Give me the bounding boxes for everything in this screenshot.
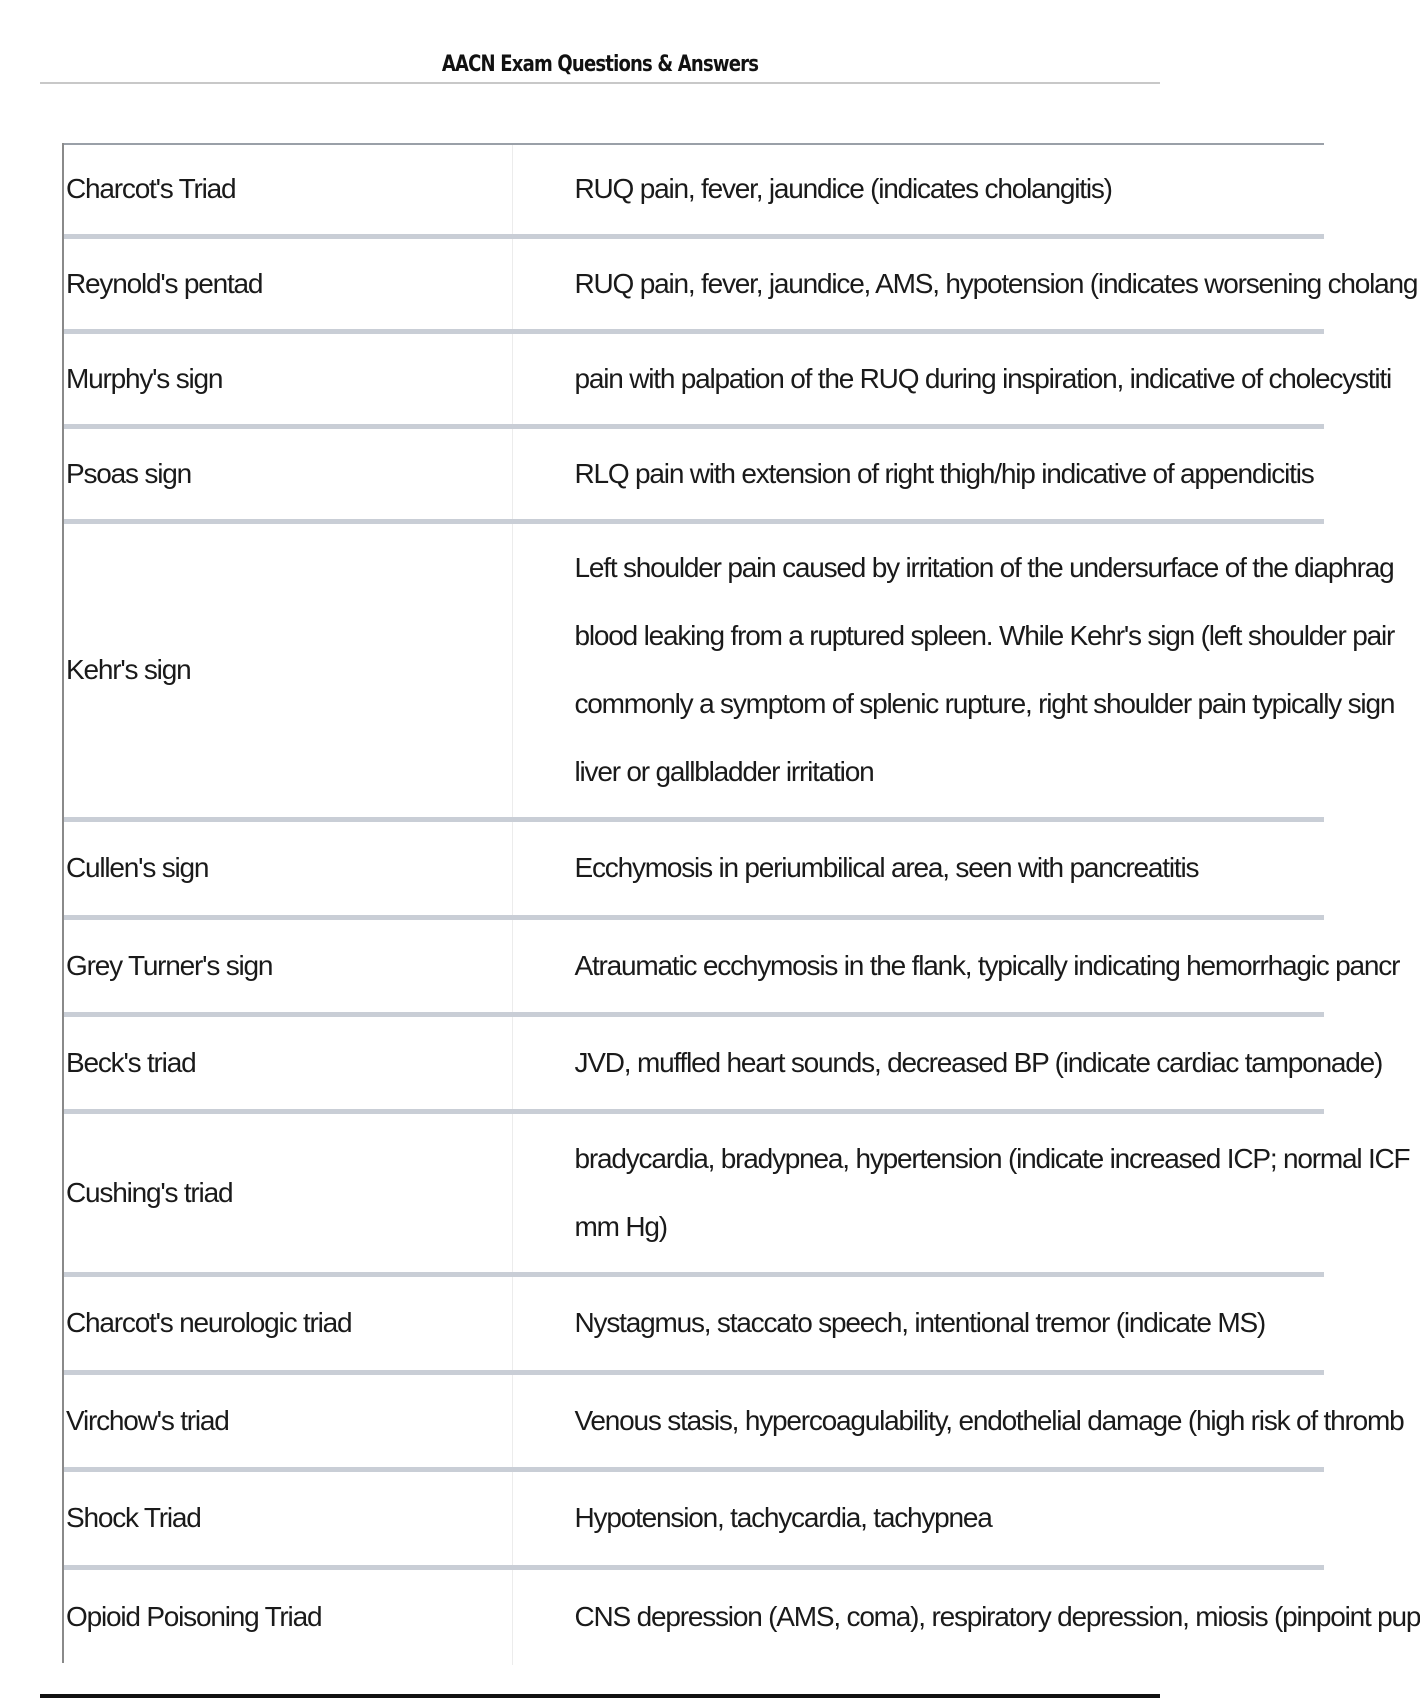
signs-table [64, 143, 1420, 1665]
sign-term: Cushing's triad [64, 1111, 512, 1274]
sign-description: Ecchymosis in periumbilical area, seen with pancreatitis [574, 852, 1199, 883]
page-title: AACN Exam Questions & Answers [441, 52, 759, 77]
table-row [64, 236, 1324, 331]
table-row [64, 331, 1324, 426]
page-header [40, 50, 1160, 84]
table-row [64, 1469, 1324, 1567]
footer-rule [40, 1694, 1160, 1698]
sign-term: Kehr's sign [64, 521, 512, 819]
sign-description: pain with palpation of the RUQ during inspiration, indicative of cholecystiti [574, 362, 1392, 394]
description-line: bradycardia, bradypnea, hypertension (indicate increased ICP; normal ICF [574, 1142, 1410, 1174]
signs-table-body [64, 144, 1420, 1665]
table-row [64, 819, 1324, 917]
signs-table-container [62, 143, 1420, 1663]
description-line: mm Hg) [574, 1210, 667, 1242]
sign-term: Shock Triad [64, 1469, 512, 1567]
table-row [64, 1372, 1324, 1469]
sign-term: Opioid Poisoning Triad [64, 1567, 512, 1665]
sign-term: Beck's triad [64, 1014, 512, 1111]
sign-description: RLQ pain with extension of right thigh/hip indicative of appendicitis [574, 457, 1314, 489]
table-row [64, 917, 1324, 1014]
sign-term: Psoas sign [64, 426, 512, 521]
description-line: Left shoulder pain caused by irritation of the undersurface of the diaphrag [574, 552, 1394, 583]
sign-term: Charcot's Triad [64, 144, 512, 236]
description-line: liver or gallbladder irritation [574, 756, 874, 787]
description-line: blood leaking from a ruptured spleen. While Kehr's sign (left shoulder pair [574, 620, 1395, 651]
sign-description: RUQ pain, fever, jaundice, AMS, hypotension (indicates worsening cholang [574, 267, 1418, 299]
sign-description: Hypotension, tachycardia, tachypnea [574, 1502, 992, 1533]
sign-description: Venous stasis, hypercoagulability, endothelial damage (high risk of thromb [574, 1404, 1404, 1436]
sign-term: Charcot's neurologic triad [64, 1274, 512, 1372]
sign-description: Nystagmus, staccato speech, intentional tremor (indicate MS) [574, 1307, 1266, 1338]
sign-term: Grey Turner's sign [64, 917, 512, 1014]
description-line: commonly a symptom of splenic rupture, right shoulder pain typically sign [574, 688, 1395, 719]
sign-term: Murphy's sign [64, 331, 512, 426]
sign-description: Atraumatic ecchymosis in the flank, typically indicating hemorrhagic pancr [574, 949, 1400, 981]
table-row [64, 1014, 1324, 1111]
sign-description: CNS depression (AMS, coma), respiratory depression, miosis (pinpoint pup [574, 1601, 1420, 1633]
table-row [64, 1274, 1324, 1372]
sign-term: Reynold's pentad [64, 236, 512, 331]
sign-description [512, 1111, 1410, 1274]
sign-description: RUQ pain, fever, jaundice (indicates cholangitis) [574, 173, 1112, 205]
sign-term: Cullen's sign [64, 819, 512, 917]
table-row [64, 521, 1324, 819]
table-row [64, 1567, 1324, 1665]
sign-description [512, 521, 1395, 819]
table-row [64, 144, 1324, 236]
sign-term: Virchow's triad [64, 1372, 512, 1469]
sign-description: JVD, muffled heart sounds, decreased BP (indicate cardiac tamponade) [574, 1046, 1383, 1078]
table-row [64, 1111, 1324, 1274]
table-row [64, 426, 1324, 521]
